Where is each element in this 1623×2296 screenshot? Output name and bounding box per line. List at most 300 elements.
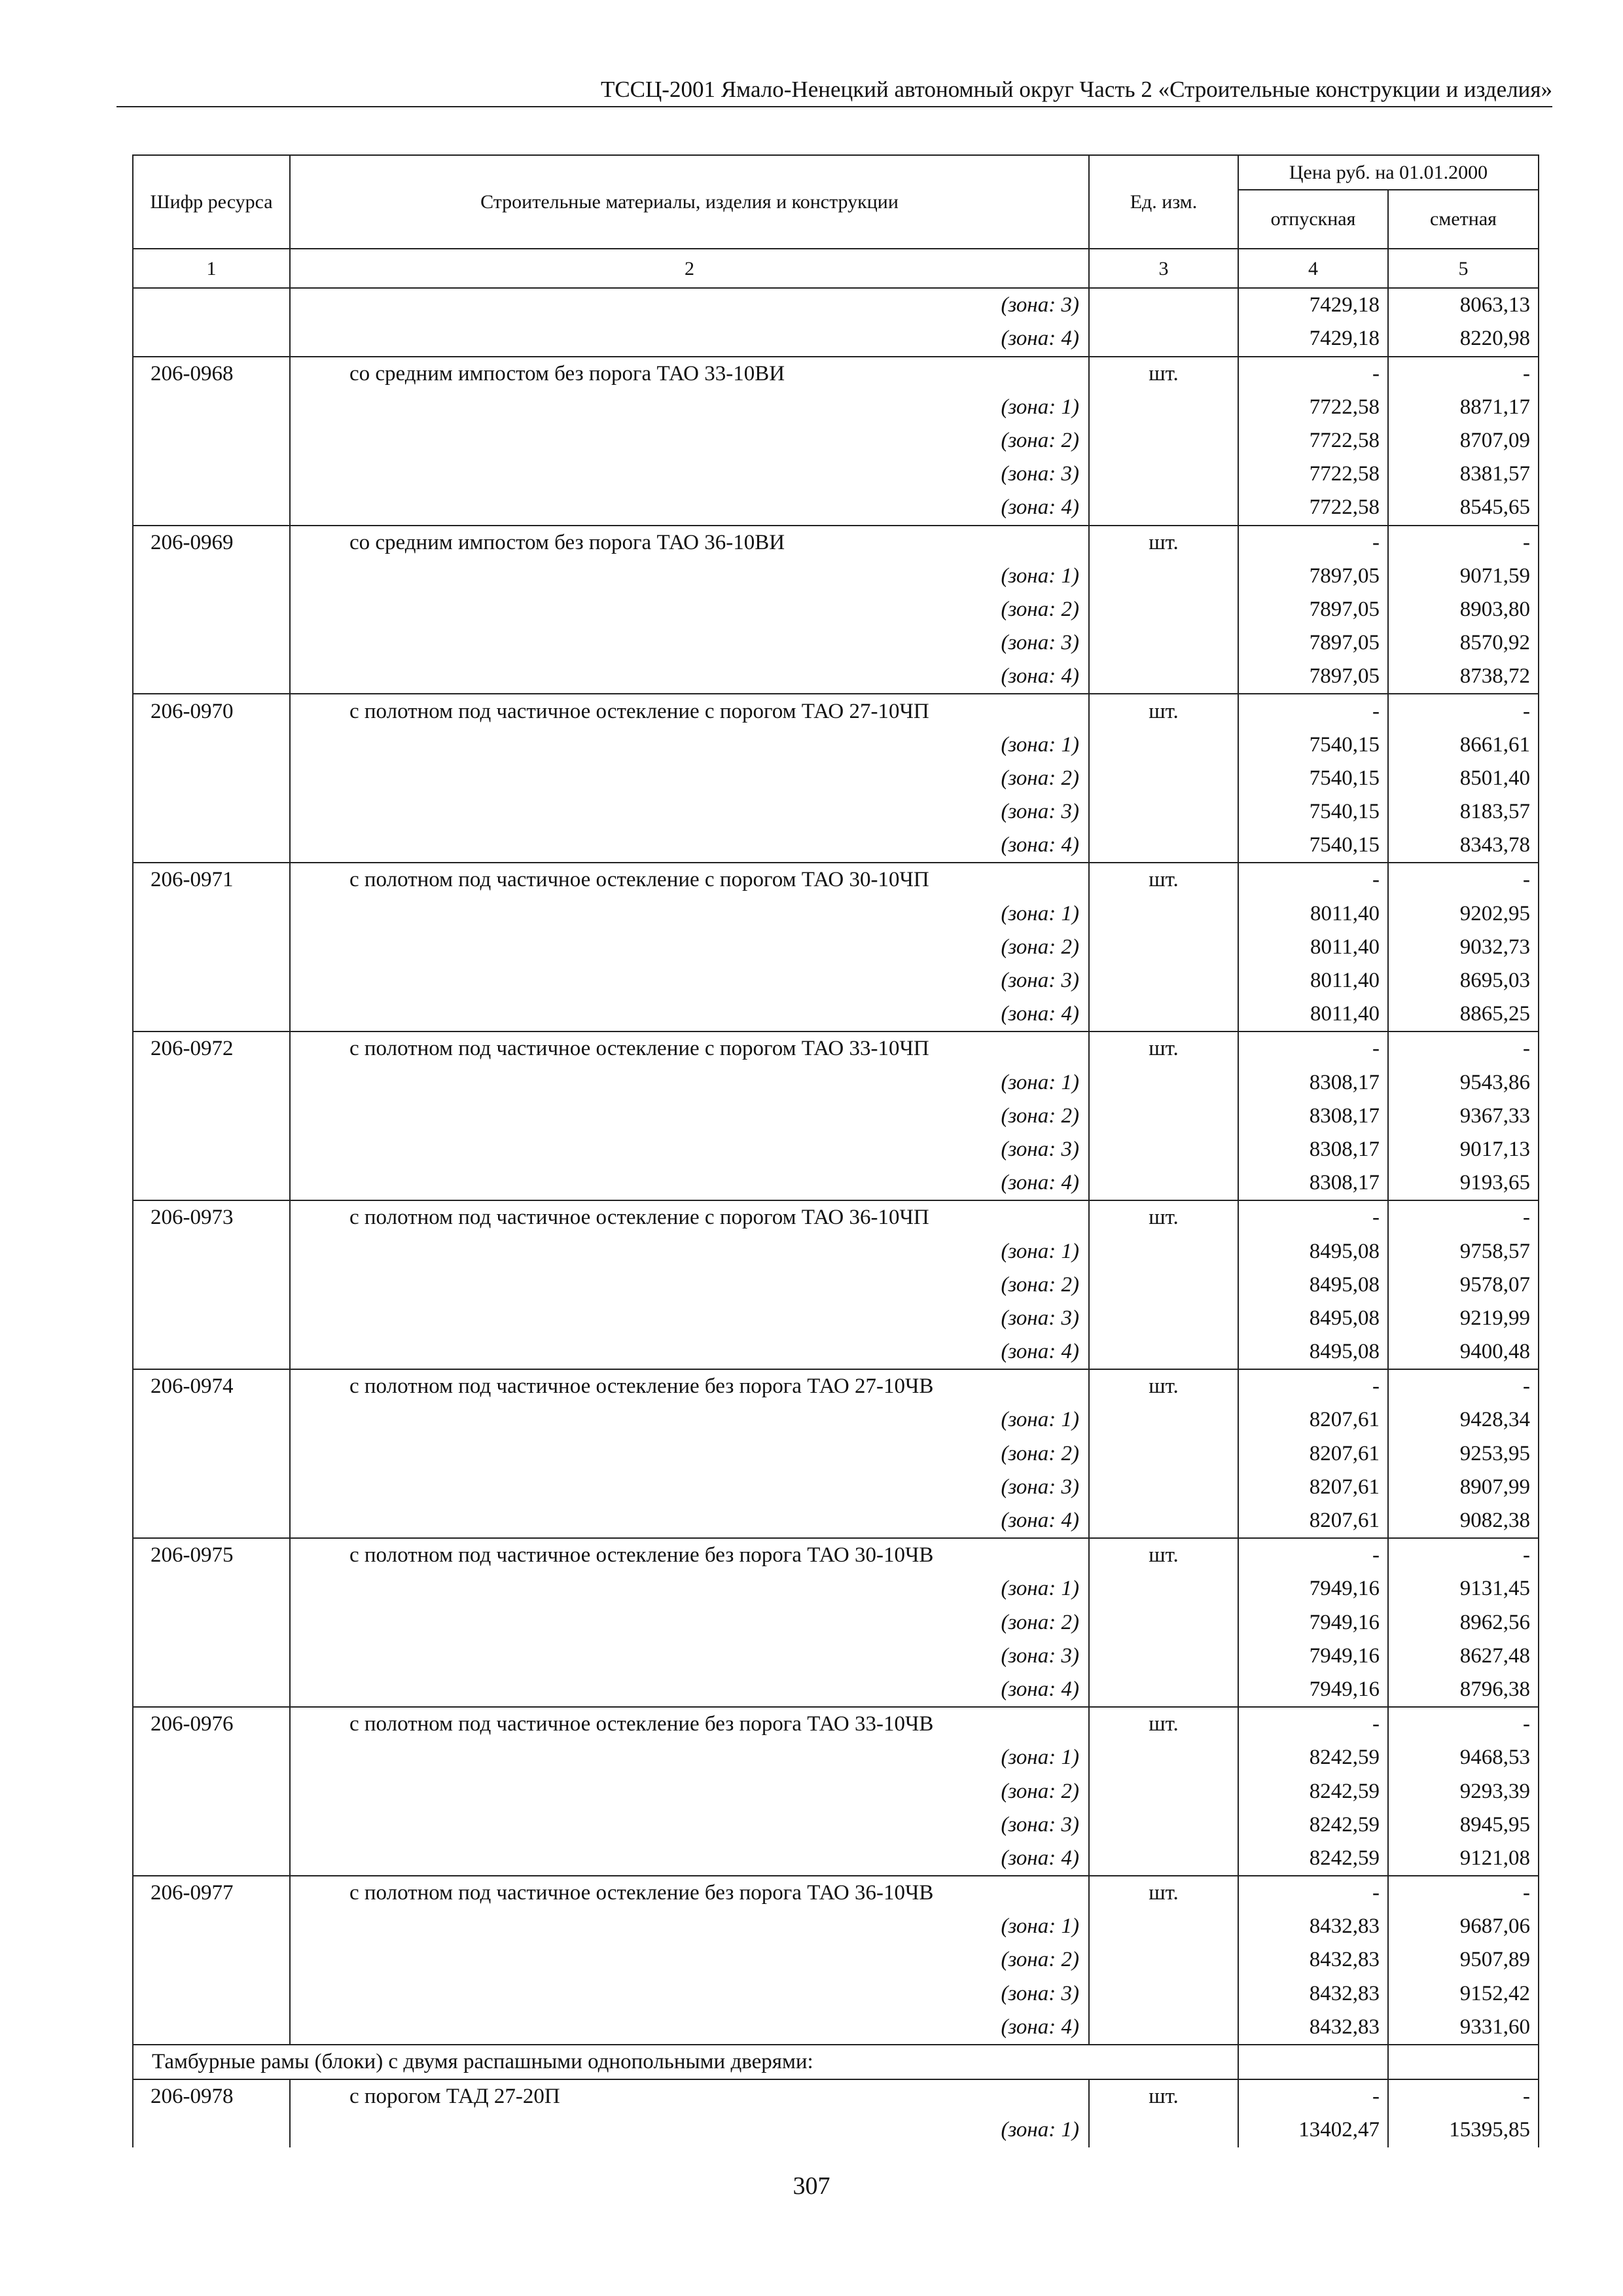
empty-cell	[1089, 1100, 1238, 1133]
empty-cell	[133, 424, 290, 457]
release-price: 7897,05	[1238, 626, 1388, 660]
table-row	[133, 1707, 1539, 1741]
estimate-price: -	[1388, 357, 1539, 391]
estimate-price: 9121,08	[1388, 1842, 1539, 1876]
zone-label: (зона: 4)	[290, 1673, 1089, 1707]
zone-label: (зона: 3)	[290, 1471, 1089, 1504]
table-row	[133, 1538, 1539, 1572]
zone-label: (зона: 4)	[290, 997, 1089, 1031]
item-name: с полотном под частичное остекление без порога ТАО 30-10ЧВ	[290, 1538, 1089, 1572]
estimate-price: 8865,25	[1388, 997, 1539, 1031]
header-estimate: сметная	[1388, 190, 1539, 249]
header-code: Шифр ресурса	[133, 155, 290, 249]
zone-row	[133, 964, 1539, 997]
zone-label: (зона: 2)	[290, 593, 1089, 626]
zone-label: (зона: 3)	[290, 1808, 1089, 1842]
item-name: со средним импостом без порога ТАО 33-10ВИ	[290, 357, 1089, 391]
release-price: -	[1238, 694, 1388, 728]
table-body	[133, 288, 1539, 2147]
table-row	[133, 694, 1539, 728]
zone-label: (зона: 1)	[290, 728, 1089, 762]
zone-label: (зона: 4)	[290, 2011, 1089, 2045]
zone-row	[133, 1910, 1539, 1943]
estimate-price: -	[1388, 1876, 1539, 1910]
release-price: 8011,40	[1238, 997, 1388, 1031]
empty-cell	[133, 964, 290, 997]
empty-cell	[133, 931, 290, 964]
zone-label: (зона: 3)	[290, 288, 1089, 322]
empty-cell	[133, 560, 290, 593]
zone-label: (зона: 4)	[290, 1166, 1089, 1200]
zone-row	[133, 1808, 1539, 1842]
estimate-price: 9428,34	[1388, 1403, 1539, 1437]
empty-cell	[133, 997, 290, 1031]
section-row	[133, 2045, 1539, 2079]
release-price: 8242,59	[1238, 1842, 1388, 1876]
zone-label: (зона: 4)	[290, 1504, 1089, 1538]
item-name: с полотном под частичное остекление без порога ТАО 33-10ЧВ	[290, 1707, 1089, 1741]
table-row	[133, 863, 1539, 897]
empty-cell	[133, 1606, 290, 1640]
zone-label: (зона: 1)	[290, 1234, 1089, 1268]
col-number: 5	[1388, 249, 1539, 288]
empty-cell	[133, 1100, 290, 1133]
empty-cell	[1089, 1133, 1238, 1166]
empty-cell	[1089, 457, 1238, 491]
release-price: 7949,16	[1238, 1640, 1388, 1673]
zone-row	[133, 1268, 1539, 1302]
release-price: 7722,58	[1238, 424, 1388, 457]
zone-label: (зона: 4)	[290, 491, 1089, 525]
release-price: 7949,16	[1238, 1572, 1388, 1605]
zone-label: (зона: 3)	[290, 457, 1089, 491]
empty-cell	[133, 1302, 290, 1335]
zone-row	[133, 288, 1539, 322]
estimate-price: 9219,99	[1388, 1302, 1539, 1335]
estimate-price: 8545,65	[1388, 491, 1539, 525]
zone-label: (зона: 3)	[290, 626, 1089, 660]
release-price: 8011,40	[1238, 931, 1388, 964]
estimate-price: 9507,89	[1388, 1943, 1539, 1977]
estimate-price: 8871,17	[1388, 391, 1539, 424]
release-price: 8207,61	[1238, 1471, 1388, 1504]
zone-row	[133, 391, 1539, 424]
empty-cell	[1089, 1066, 1238, 1100]
zone-row	[133, 560, 1539, 593]
empty-cell	[1089, 560, 1238, 593]
estimate-price: 9543,86	[1388, 1066, 1539, 1100]
resource-code: 206-0971	[133, 863, 290, 897]
empty-cell	[133, 1741, 290, 1774]
empty-cell	[1089, 1471, 1238, 1504]
estimate-price: 9131,45	[1388, 1572, 1539, 1605]
empty-cell	[1089, 593, 1238, 626]
empty-cell	[133, 626, 290, 660]
zone-row	[133, 2113, 1539, 2147]
empty-cell	[1089, 391, 1238, 424]
zone-row	[133, 1403, 1539, 1437]
estimate-price: -	[1388, 1031, 1539, 1066]
estimate-price: -	[1388, 694, 1539, 728]
unit-cell: шт.	[1089, 863, 1238, 897]
zone-row	[133, 1100, 1539, 1133]
empty-cell	[133, 1943, 290, 1977]
zone-row	[133, 795, 1539, 829]
running-header: ТССЦ-2001 Ямало-Ненецкий автономный округ Часть 2 «Строительные конструкции и изделия»	[600, 77, 1552, 102]
zone-row	[133, 1606, 1539, 1640]
zone-row	[133, 1673, 1539, 1707]
unit-cell: шт.	[1089, 2079, 1238, 2113]
zone-row	[133, 829, 1539, 863]
release-price: -	[1238, 1031, 1388, 1066]
empty-cell	[133, 1471, 290, 1504]
zone-row	[133, 2011, 1539, 2045]
release-price: 8011,40	[1238, 897, 1388, 931]
release-price: 8432,83	[1238, 1910, 1388, 1943]
empty-cell	[1089, 1842, 1238, 1876]
table-row	[133, 1369, 1539, 1403]
zone-label: (зона: 2)	[290, 1774, 1089, 1808]
zone-label: (зона: 2)	[290, 1268, 1089, 1302]
empty-cell	[133, 322, 290, 356]
estimate-price: 8063,13	[1388, 288, 1539, 322]
empty-cell	[1089, 1640, 1238, 1673]
zone-row	[133, 1166, 1539, 1200]
estimate-price: -	[1388, 1369, 1539, 1403]
item-name: с полотном под частичное остекление с порогом ТАО 36-10ЧП	[290, 1200, 1089, 1234]
release-price: 7897,05	[1238, 593, 1388, 626]
zone-label: (зона: 1)	[290, 1572, 1089, 1605]
release-price: 8308,17	[1238, 1066, 1388, 1100]
empty-cell	[1089, 931, 1238, 964]
zone-row	[133, 660, 1539, 694]
release-price: 8308,17	[1238, 1166, 1388, 1200]
item-name: с порогом ТАД 27-20П	[290, 2079, 1089, 2113]
empty-cell	[133, 1977, 290, 2011]
empty-cell	[1089, 2113, 1238, 2147]
empty-cell	[1089, 1437, 1238, 1471]
estimate-price: 8220,98	[1388, 322, 1539, 356]
empty-cell	[1089, 1166, 1238, 1200]
zone-label: (зона: 2)	[290, 424, 1089, 457]
empty-cell	[1388, 2045, 1539, 2079]
empty-cell	[133, 1572, 290, 1605]
unit-cell: шт.	[1089, 1031, 1238, 1066]
empty-cell	[1089, 1910, 1238, 1943]
resource-code: 206-0969	[133, 526, 290, 560]
estimate-price: 9367,33	[1388, 1100, 1539, 1133]
estimate-price: 9331,60	[1388, 2011, 1539, 2045]
section-title: Тамбурные рамы (блоки) с двумя распашными однопольными дверями:	[133, 2045, 1238, 2079]
release-price: -	[1238, 2079, 1388, 2113]
zone-label: (зона: 2)	[290, 1943, 1089, 1977]
zone-label: (зона: 3)	[290, 964, 1089, 997]
empty-cell	[133, 1673, 290, 1707]
empty-cell	[133, 1842, 290, 1876]
empty-cell	[1089, 762, 1238, 795]
estimate-price: 9578,07	[1388, 1268, 1539, 1302]
estimate-price: 8343,78	[1388, 829, 1539, 863]
col-number: 3	[1089, 249, 1238, 288]
empty-cell	[133, 795, 290, 829]
release-price: 8495,08	[1238, 1234, 1388, 1268]
table-row	[133, 1200, 1539, 1234]
zone-label: (зона: 3)	[290, 1302, 1089, 1335]
zone-row	[133, 322, 1539, 356]
estimate-price: 8907,99	[1388, 1471, 1539, 1504]
empty-cell	[133, 1504, 290, 1538]
zone-label: (зона: 4)	[290, 829, 1089, 863]
release-price: 7540,15	[1238, 795, 1388, 829]
estimate-price: 8183,57	[1388, 795, 1539, 829]
estimate-price: -	[1388, 1707, 1539, 1741]
zone-label: (зона: 3)	[290, 1977, 1089, 2011]
table-row	[133, 357, 1539, 391]
zone-row	[133, 1774, 1539, 1808]
zone-label: (зона: 2)	[290, 762, 1089, 795]
estimate-price: 8707,09	[1388, 424, 1539, 457]
release-price: 8308,17	[1238, 1100, 1388, 1133]
empty-cell	[133, 660, 290, 694]
release-price: 13402,47	[1238, 2113, 1388, 2147]
empty-cell	[133, 1066, 290, 1100]
empty-cell	[133, 2011, 290, 2045]
zone-row	[133, 491, 1539, 525]
zone-label: (зона: 4)	[290, 322, 1089, 356]
resource-code: 206-0974	[133, 1369, 290, 1403]
release-price: 7722,58	[1238, 491, 1388, 525]
release-price: 8495,08	[1238, 1335, 1388, 1369]
empty-cell	[1089, 660, 1238, 694]
release-price: -	[1238, 1707, 1388, 1741]
zone-label: (зона: 2)	[290, 1100, 1089, 1133]
zone-row	[133, 1977, 1539, 2011]
resource-code: 206-0968	[133, 357, 290, 391]
col-number: 4	[1238, 249, 1388, 288]
zone-label: (зона: 2)	[290, 1437, 1089, 1471]
empty-cell	[1089, 795, 1238, 829]
release-price: 7722,58	[1238, 391, 1388, 424]
empty-cell	[133, 1335, 290, 1369]
unit-cell: шт.	[1089, 1876, 1238, 1910]
release-price: 8207,61	[1238, 1403, 1388, 1437]
empty-cell	[1089, 1606, 1238, 1640]
resource-code: 206-0977	[133, 1876, 290, 1910]
price-table	[132, 154, 1539, 2147]
zone-row	[133, 897, 1539, 931]
empty-cell	[1089, 2011, 1238, 2045]
release-price: 7429,18	[1238, 322, 1388, 356]
estimate-price: 9202,95	[1388, 897, 1539, 931]
release-price: -	[1238, 1200, 1388, 1234]
empty-cell	[1089, 1572, 1238, 1605]
col-number: 2	[290, 249, 1089, 288]
empty-cell	[1089, 424, 1238, 457]
empty-cell	[133, 288, 290, 322]
resource-code: 206-0978	[133, 2079, 290, 2113]
release-price: -	[1238, 1538, 1388, 1572]
zone-label: (зона: 4)	[290, 1335, 1089, 1369]
zone-label: (зона: 1)	[290, 897, 1089, 931]
unit-cell: шт.	[1089, 357, 1238, 391]
empty-cell	[133, 1234, 290, 1268]
release-price: 8242,59	[1238, 1808, 1388, 1842]
zone-row	[133, 1234, 1539, 1268]
item-name: с полотном под частичное остекление с порогом ТАО 30-10ЧП	[290, 863, 1089, 897]
release-price: 8011,40	[1238, 964, 1388, 997]
release-price: 7722,58	[1238, 457, 1388, 491]
estimate-price: 9468,53	[1388, 1741, 1539, 1774]
empty-cell	[1089, 1234, 1238, 1268]
zone-row	[133, 457, 1539, 491]
empty-cell	[133, 2113, 290, 2147]
empty-cell	[133, 1640, 290, 1673]
estimate-price: 8738,72	[1388, 660, 1539, 694]
empty-cell	[133, 457, 290, 491]
unit-cell: шт.	[1089, 1538, 1238, 1572]
zone-row	[133, 1572, 1539, 1605]
empty-cell	[1089, 997, 1238, 1031]
release-price: 7949,16	[1238, 1606, 1388, 1640]
empty-cell	[133, 1268, 290, 1302]
empty-cell	[1089, 1741, 1238, 1774]
estimate-price: 9400,48	[1388, 1335, 1539, 1369]
empty-cell	[1089, 728, 1238, 762]
release-price: 8432,83	[1238, 2011, 1388, 2045]
zone-label: (зона: 3)	[290, 1640, 1089, 1673]
release-price: 8495,08	[1238, 1302, 1388, 1335]
empty-cell	[133, 491, 290, 525]
release-price: -	[1238, 1369, 1388, 1403]
empty-cell	[1089, 322, 1238, 356]
header-unit: Ед. изм.	[1089, 155, 1238, 249]
estimate-price: 8381,57	[1388, 457, 1539, 491]
empty-cell	[1089, 897, 1238, 931]
release-price: 8432,83	[1238, 1977, 1388, 2011]
estimate-price: 9193,65	[1388, 1166, 1539, 1200]
zone-label: (зона: 1)	[290, 1403, 1089, 1437]
zone-label: (зона: 4)	[290, 1842, 1089, 1876]
zone-label: (зона: 1)	[290, 1910, 1089, 1943]
item-name: с полотном под частичное остекление без порога ТАО 36-10ЧВ	[290, 1876, 1089, 1910]
item-name: с полотном под частичное остекление без порога ТАО 27-10ЧВ	[290, 1369, 1089, 1403]
estimate-price: -	[1388, 1200, 1539, 1234]
zone-label: (зона: 1)	[290, 560, 1089, 593]
table-row	[133, 1876, 1539, 1910]
release-price: -	[1238, 526, 1388, 560]
empty-cell	[1089, 1302, 1238, 1335]
release-price: 8242,59	[1238, 1774, 1388, 1808]
empty-cell	[133, 1403, 290, 1437]
estimate-price: 8627,48	[1388, 1640, 1539, 1673]
estimate-price: 9152,42	[1388, 1977, 1539, 2011]
release-price: 7949,16	[1238, 1673, 1388, 1707]
estimate-price: 8661,61	[1388, 728, 1539, 762]
estimate-price: 9017,13	[1388, 1133, 1539, 1166]
zone-label: (зона: 2)	[290, 931, 1089, 964]
empty-cell	[133, 593, 290, 626]
empty-cell	[133, 1774, 290, 1808]
empty-cell	[1089, 626, 1238, 660]
empty-cell	[133, 762, 290, 795]
estimate-price: 15395,85	[1388, 2113, 1539, 2147]
header-rule	[116, 106, 1552, 107]
zone-row	[133, 1504, 1539, 1538]
empty-cell	[1089, 1943, 1238, 1977]
empty-cell	[1089, 1808, 1238, 1842]
estimate-price: 8796,38	[1388, 1673, 1539, 1707]
zone-label: (зона: 3)	[290, 1133, 1089, 1166]
zone-label: (зона: 4)	[290, 660, 1089, 694]
empty-cell	[133, 1166, 290, 1200]
estimate-price: 9071,59	[1388, 560, 1539, 593]
release-price: 7540,15	[1238, 728, 1388, 762]
empty-cell	[133, 897, 290, 931]
zone-row	[133, 728, 1539, 762]
release-price: 7540,15	[1238, 829, 1388, 863]
estimate-price: 8501,40	[1388, 762, 1539, 795]
resource-code: 206-0976	[133, 1707, 290, 1741]
estimate-price: 9687,06	[1388, 1910, 1539, 1943]
release-price: 8495,08	[1238, 1268, 1388, 1302]
estimate-price: 9758,57	[1388, 1234, 1539, 1268]
estimate-price: 8903,80	[1388, 593, 1539, 626]
col-number: 1	[133, 249, 290, 288]
estimate-price: 9293,39	[1388, 1774, 1539, 1808]
estimate-price: 9082,38	[1388, 1504, 1539, 1538]
estimate-price: 9253,95	[1388, 1437, 1539, 1471]
resource-code: 206-0975	[133, 1538, 290, 1572]
release-price: 7897,05	[1238, 560, 1388, 593]
zone-row	[133, 931, 1539, 964]
zone-label: (зона: 1)	[290, 1741, 1089, 1774]
estimate-price: 8945,95	[1388, 1808, 1539, 1842]
item-name: с полотном под частичное остекление с порогом ТАО 27-10ЧП	[290, 694, 1089, 728]
zone-row	[133, 1640, 1539, 1673]
release-price: 8432,83	[1238, 1943, 1388, 1977]
zone-row	[133, 997, 1539, 1031]
empty-cell	[1089, 1977, 1238, 2011]
unit-cell: шт.	[1089, 526, 1238, 560]
table-row	[133, 526, 1539, 560]
empty-cell	[133, 1133, 290, 1166]
resource-code: 206-0970	[133, 694, 290, 728]
zone-row	[133, 762, 1539, 795]
empty-cell	[1089, 1335, 1238, 1369]
empty-cell	[1238, 2045, 1388, 2079]
zone-label: (зона: 1)	[290, 1066, 1089, 1100]
empty-cell	[133, 1437, 290, 1471]
release-price: 8207,61	[1238, 1437, 1388, 1471]
zone-label: (зона: 2)	[290, 1606, 1089, 1640]
empty-cell	[133, 1808, 290, 1842]
empty-cell	[1089, 1673, 1238, 1707]
release-price: 8242,59	[1238, 1741, 1388, 1774]
empty-cell	[1089, 1504, 1238, 1538]
empty-cell	[133, 829, 290, 863]
zone-row	[133, 1437, 1539, 1471]
zone-row	[133, 1335, 1539, 1369]
zone-row	[133, 626, 1539, 660]
unit-cell: шт.	[1089, 1200, 1238, 1234]
zone-label: (зона: 1)	[290, 2113, 1089, 2147]
item-name: с полотном под частичное остекление с порогом ТАО 33-10ЧП	[290, 1031, 1089, 1066]
zone-row	[133, 424, 1539, 457]
unit-cell: шт.	[1089, 694, 1238, 728]
empty-cell	[133, 728, 290, 762]
unit-cell: шт.	[1089, 1369, 1238, 1403]
zone-row	[133, 1302, 1539, 1335]
